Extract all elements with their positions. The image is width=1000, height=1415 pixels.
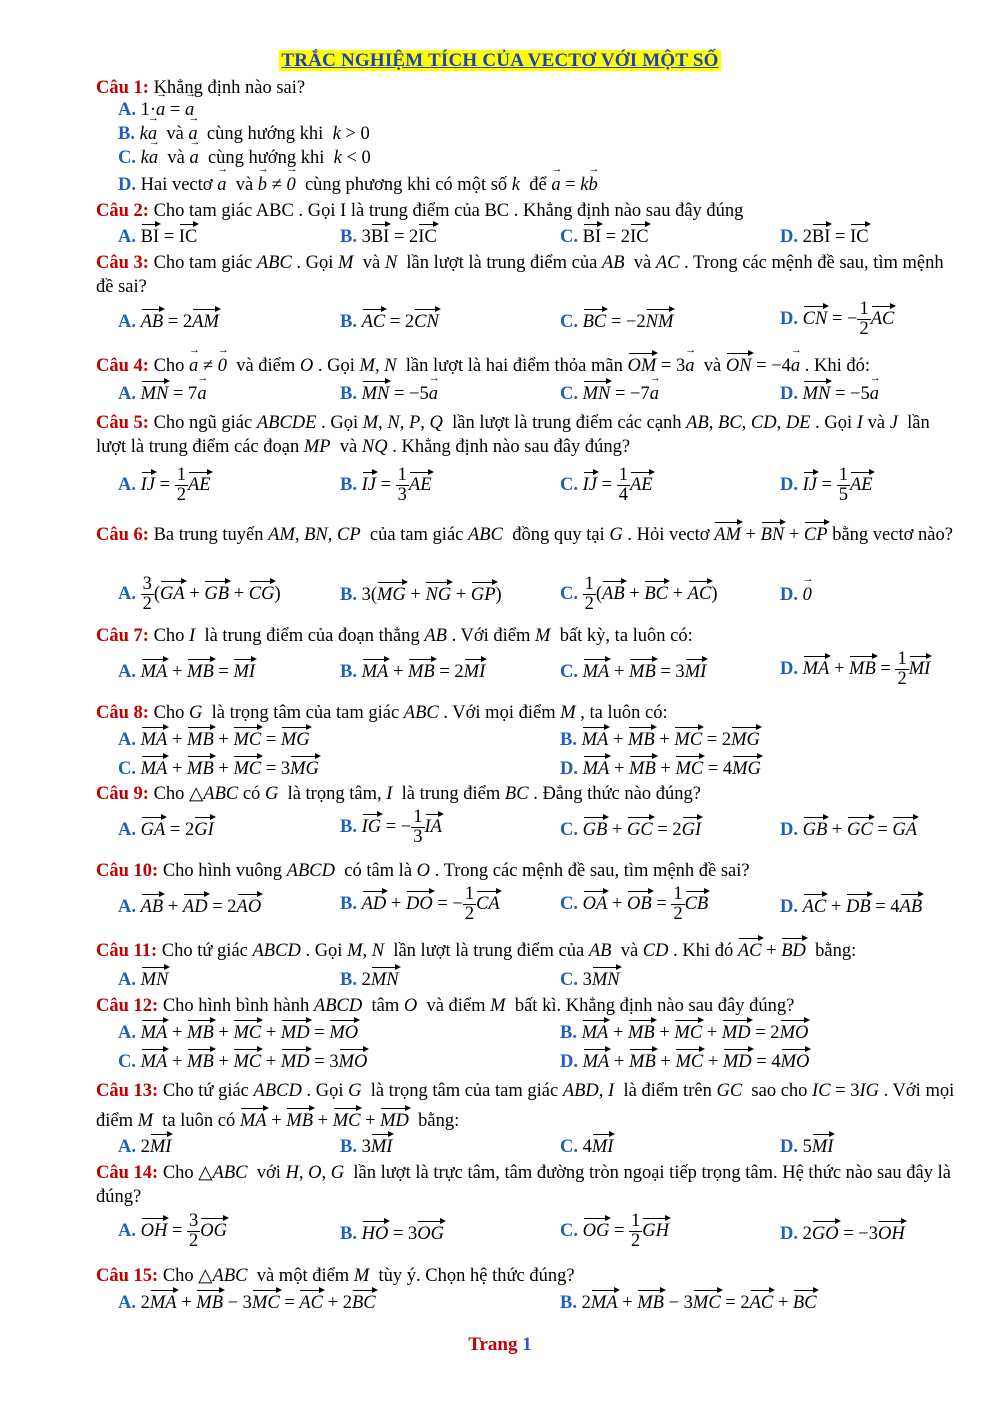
question-5: Câu 5: Cho ngũ giác ABCDE . Gọi M, N, P, Q lần lượt là trung điểm các cạnh AB, BC, CD, DE . Gọi I và J lần lượt là trung điểm các đoạn MP và NQ . Khẳng định nào sau đây đúng?	[96, 413, 930, 457]
q1-option-b: B. ka → và a → cùng hướng khi k > 0	[118, 124, 370, 145]
q11-option-a: A. MN	[118, 970, 169, 990]
question-6: Câu 6: Ba trung tuyến AM, BN, CP của tam giác ABC đồng quy tại G . Hỏi vectơ AM + BN + CP bằng vectơ nào?	[96, 525, 953, 545]
q9-option-d: D. GB + GC = GA	[780, 820, 918, 840]
q12-option-b: B. MA + MB + MC + MD = 2MO	[560, 1023, 809, 1043]
q13-option-a: A. 2MI	[118, 1137, 172, 1157]
q4-option-a: A. MN = 7a →	[118, 384, 207, 405]
q13-option-b: B. 3MI	[340, 1137, 393, 1157]
q7-option-a: A. MA + MB = MI	[118, 662, 256, 682]
q8-option-b: B. MA + MB + MC = 2MG	[560, 730, 760, 750]
question-13: Câu 13: Cho tứ giác ABCD . Gọi G là trọng tâm của tam giác ABD, I là điểm trên GC sao cho IC = 3IG . Với mọi điểm M ta luôn có MA + MB + MC + MD bằng:	[96, 1081, 955, 1131]
q3-option-b: B. AC = 2CN	[340, 312, 439, 332]
q11-option-b: B. 2MN	[340, 970, 399, 990]
q1-option-d: D. Hai vectơ a → và b → ≠ 0 → cùng phương khi có một số k để a → = kb →	[118, 175, 598, 196]
q9-option-c: C. GB + GC = 2GI	[560, 820, 702, 840]
q3-option-d: D. CN = − $\frac{1}{2}$ AC	[780, 299, 895, 340]
q9-option-a: A. GA = 2GI	[118, 820, 214, 840]
question-9: Câu 9: Cho △ABC có G là trọng tâm, I là trung điểm BC . Đẳng thức nào đúng?	[96, 784, 701, 804]
q1-option-c: C. ka → và a → cùng hướng khi k < 0	[118, 148, 371, 169]
q3-option-a: A. AB = 2AM	[118, 312, 219, 332]
q14-option-c: C. OG = $\frac{1}{2}$ GH	[560, 1211, 670, 1252]
q11-option-c: C. 3MN	[560, 970, 620, 990]
q7-option-d: D. MA + MB = $\frac{1}{2}$ MI	[780, 649, 931, 690]
q6-option-a: A. $\frac{3}{2}$ (GA + GB + CG)	[118, 574, 281, 615]
question-8: Câu 8: Cho G là trọng tâm của tam giác ABC . Với mọi điểm M , ta luôn có:	[96, 703, 668, 723]
q6-option-c: C. $\frac{1}{2}$ (AB + BC + AC)	[560, 574, 718, 615]
question-4: Câu 4: Cho a → ≠ 0 → và điểm O . Gọi M, N lần lượt là hai điểm thỏa mãn OM = 3a → và ON = −4a → . Khi đó:	[96, 354, 956, 378]
q5-option-c: C. IJ = $\frac{1}{4}$ AE	[560, 465, 653, 506]
q14-option-d: D. 2GO = −3OH	[780, 1224, 905, 1244]
q4-option-b: B. MN = −5a →	[340, 384, 438, 405]
q6-option-d: D. 0 →	[780, 585, 812, 606]
q10-option-d: D. AC + DB = 4AB	[780, 897, 923, 917]
q2-option-c: C. BI = 2IC	[560, 227, 649, 247]
question-2: Câu 2: Cho tam giác ABC . Gọi I là trung điểm của BC . Khẳng định nào sau đây đúng	[96, 201, 744, 221]
q13-option-c: C. 4MI	[560, 1137, 614, 1157]
q15-option-b: B. 2MA + MB − 3MC = 2AC + BC	[560, 1293, 817, 1313]
question-11: Câu 11: Cho tứ giác ABCD . Gọi M, N lần lượt là trung điểm của AB và CD . Khi đó AC + BD bằng:	[96, 941, 857, 961]
q10-option-c: C. OA + OB = $\frac{1}{2}$ CB	[560, 884, 709, 925]
q8-option-c: C. MA + MB + MC = 3MG	[118, 759, 319, 779]
q4-option-c: C. MN = −7a →	[560, 384, 659, 405]
q1-option-a: A. 1·a → = a →	[118, 100, 194, 121]
question-15: Câu 15: Cho △ABC và một điểm M tùy ý. Chọn hệ thức đúng?	[96, 1266, 575, 1286]
q10-option-b: B. AD + DO = − $\frac{1}{2}$ CA	[340, 884, 500, 925]
q12-option-c: C. MA + MB + MC + MD = 3MO	[118, 1052, 368, 1072]
question-7: Câu 7: Cho I là trung điểm của đoạn thẳng AB . Với điểm M bất kỳ, ta luôn có:	[96, 626, 693, 646]
question-1: Câu 1: Khẳng định nào sai?	[96, 78, 306, 98]
page-footer: Trang 1	[468, 1334, 532, 1355]
q9-option-b: B. IG = − $\frac{1}{3}$ IA	[340, 807, 442, 848]
q12-option-d: D. MA + MB + MC + MD = 4MO	[560, 1052, 810, 1072]
q2-option-d: D. 2BI = IC	[780, 227, 869, 247]
q3-option-c: C. BC = −2NM	[560, 312, 674, 332]
page-title: TRẮC NGHIỆM TÍCH CỦA VECTƠ VỚI MỘT SỐ	[281, 50, 719, 71]
q2-option-a: A. BI = IC	[118, 227, 198, 247]
q8-option-d: D. MA + MB + MC = 4MG	[560, 759, 761, 779]
q7-option-c: C. MA + MB = 3MI	[560, 662, 707, 682]
question-14: Câu 14: Cho △ABC với H, O, G lần lượt là trực tâm, tâm đường tròn ngoại tiếp trọng tâm. Hệ thức nào sau đây là đúng?	[96, 1163, 951, 1207]
q8-option-a: A. MA + MB + MC = MG	[118, 730, 310, 750]
q5-option-a: A. IJ = $\frac{1}{2}$ AE	[118, 465, 211, 506]
q14-option-a: A. OH = $\frac{3}{2}$ OG	[118, 1211, 228, 1252]
q2-option-b: B. 3BI = 2IC	[340, 227, 437, 247]
question-12: Câu 12: Cho hình bình hành ABCD tâm O và điểm M bất kì. Khẳng định nào sau đây đúng?	[96, 996, 795, 1016]
q12-option-a: A. MA + MB + MC + MD = MO	[118, 1023, 359, 1043]
q7-option-b: B. MA + MB = 2MI	[340, 662, 486, 682]
q13-option-d: D. 5MI	[780, 1137, 834, 1157]
q10-option-a: A. AB + AD = 2AO	[118, 897, 262, 917]
q5-option-d: D. IJ = $\frac{1}{5}$ AE	[780, 465, 873, 506]
q6-option-b: B. 3(MG + NG + GP)	[340, 585, 502, 605]
q4-option-d: D. MN = −5a →	[780, 384, 879, 405]
question-3: Câu 3: Cho tam giác ABC . Gọi M và N lần lượt là trung điểm của AB và AC . Trong các mệnh đề sau, tìm mệnh đề sai?	[96, 253, 944, 297]
question-10: Câu 10: Cho hình vuông ABCD có tâm là O . Trong các mệnh đề sau, tìm mệnh đề sai?	[96, 861, 750, 881]
q15-option-a: A. 2MA + MB − 3MC = AC + 2BC	[118, 1293, 376, 1313]
q5-option-b: B. IJ = $\frac{1}{3}$ AE	[340, 465, 432, 506]
q14-option-b: B. HO = 3OG	[340, 1224, 444, 1244]
